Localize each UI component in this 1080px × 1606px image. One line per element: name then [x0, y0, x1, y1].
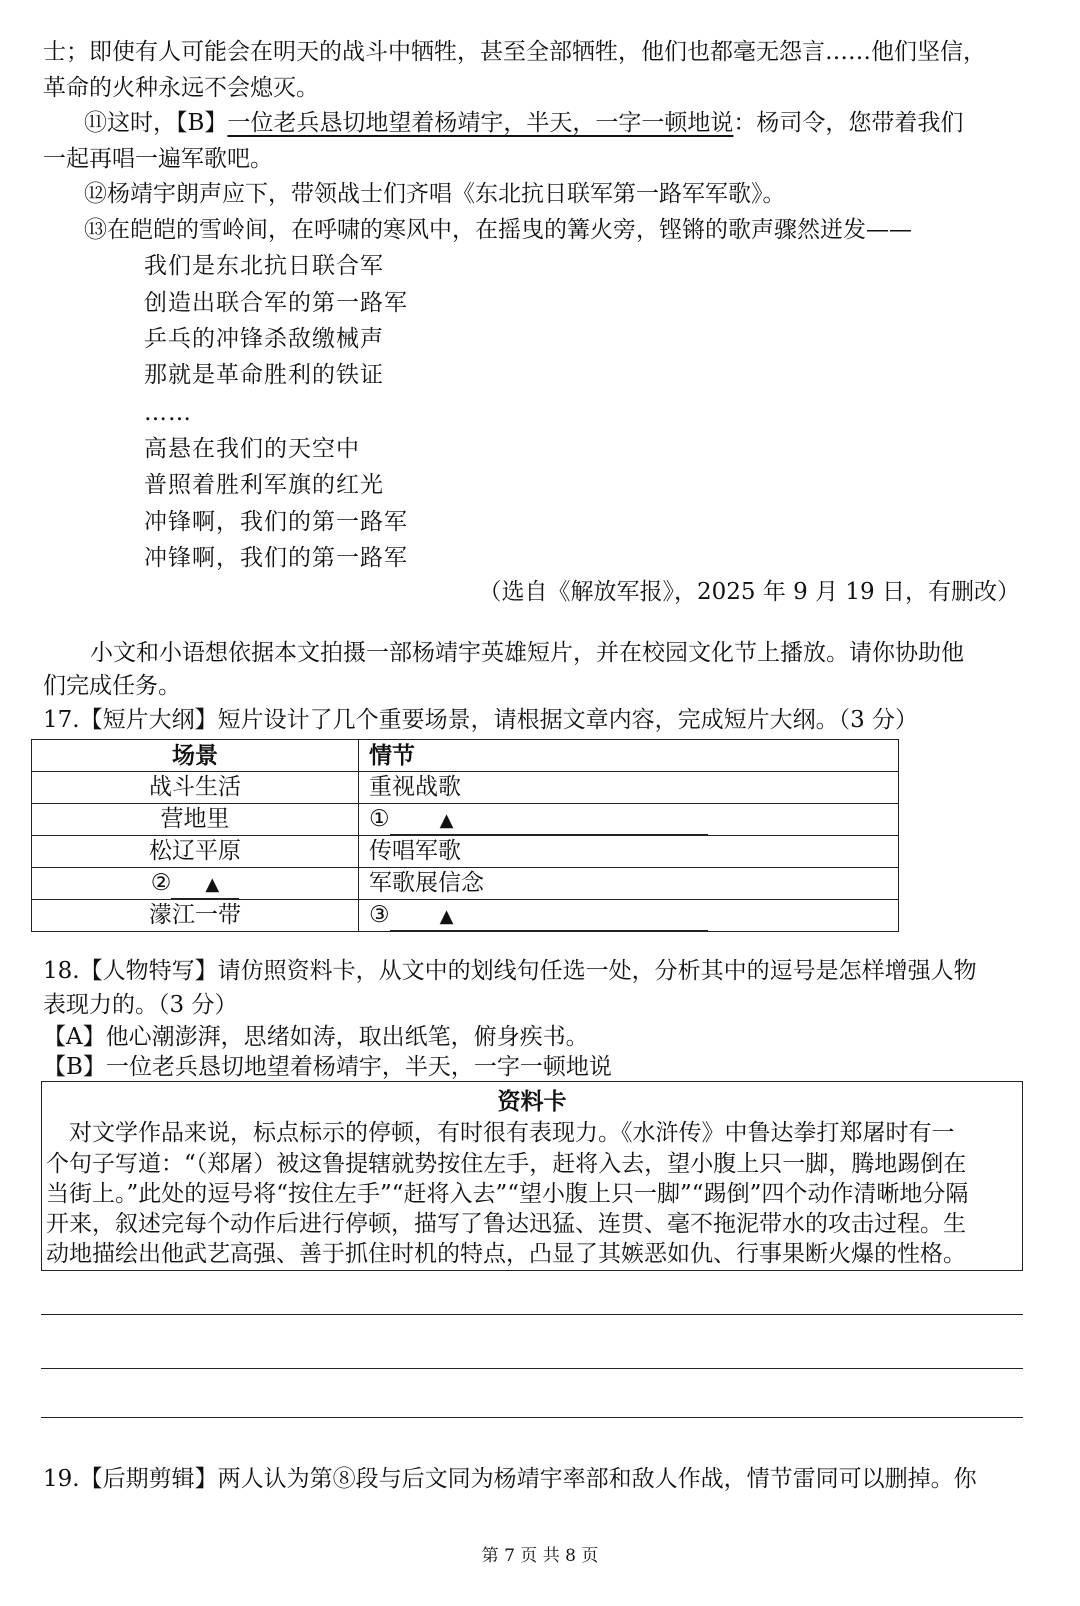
song-line: 普照着胜利军旗的红光 [144, 472, 384, 498]
question-17-stem: 17.【短片大纲】短片设计了几个重要场景，请根据文章内容，完成短片大纲。（3 分） [43, 707, 919, 733]
outline-table [31, 739, 899, 932]
table-row [32, 900, 899, 932]
underlined-sentence-b: 一位老兵恳切地望着杨靖宇，半天，一字一顿地说 [227, 110, 734, 136]
song-line: 乒乓的冲锋杀敌缴械声 [144, 326, 384, 352]
blank-number: ② [150, 870, 172, 896]
scene-cell: 战斗生活 [32, 772, 359, 804]
reference-card-line: 个句子写道：“（郑屠）被这鲁提辖就势按住左手，赶将入去，望小腹上只一脚，腾地踢倒在 [46, 1151, 967, 1177]
song-line: 冲锋啊，我们的第一路军 [144, 509, 408, 535]
passage-line-1: 士；即使有人可能会在明天的战斗中牺牲，甚至全部牺牲，他们也都毫无怨言……他们坚信， [43, 39, 986, 65]
paragraph-11-suffix: ：杨司令，您带着我们 [733, 110, 964, 136]
table-row [32, 772, 899, 804]
task-intro-line-1: 小文和小语想依据本文拍摄一部杨靖宇英雄短片，并在校园文化节上播放。请你协助他 [90, 640, 964, 666]
scene-cell-blank-2 [32, 868, 359, 900]
song-line: 冲锋啊，我们的第一路军 [144, 545, 408, 571]
table-header-row [32, 740, 899, 772]
scene-cell: 濛江一带 [32, 900, 359, 932]
triangle-icon: ▲ [439, 810, 454, 831]
song-ellipsis: …… [144, 400, 192, 426]
plot-cell: 重视战歌 [359, 772, 899, 804]
song-line: 我们是东北抗日联合军 [144, 253, 384, 279]
table-row [32, 836, 899, 868]
page-footer: 第 7 页 共 8 页 [481, 1546, 599, 1566]
reference-card-line: 动地描绘出他武艺高强、善于抓住时机的特点，凸显了其嫉恶如仇、行事果断火爆的性格。 [46, 1241, 966, 1267]
question-18-stem-line-2: 表现力的。（3 分） [43, 992, 238, 1018]
passage-line-2: 革命的火种永远不会熄灭。 [43, 75, 319, 101]
triangle-icon: ▲ [439, 906, 454, 927]
task-intro-line-2: 们完成任务。 [43, 673, 181, 699]
answer-line-1[interactable] [41, 1314, 1023, 1315]
answer-line-2[interactable] [41, 1368, 1023, 1369]
paragraph-12: ⑫杨靖宇朗声应下，带领战士们齐唱《东北抗日联军第一路军军歌》。 [84, 181, 786, 207]
plot-cell-blank-1 [359, 804, 899, 836]
blank-number: ③ [369, 902, 390, 928]
paragraph-11 [84, 105, 963, 141]
table-row [32, 868, 899, 900]
reference-card-line: 对文学作品来说，标点标示的停顿，有时很有表现力。《水浒传》中鲁达拳打郑屠时有一 [46, 1120, 955, 1146]
answer-line-3[interactable] [41, 1417, 1023, 1418]
scene-cell: 营地里 [32, 804, 359, 836]
header-scene: 场景 [32, 740, 359, 772]
reference-card [41, 1081, 1023, 1271]
paragraph-11-line-2: 一起再唱一遍军歌吧。 [43, 146, 273, 172]
paragraph-13: ⑬在皑皑的雪岭间，在呼啸的寒风中，在摇曳的篝火旁，铿锵的歌声骤然迸发—— [84, 217, 912, 243]
question-19-stem: 19.【后期剪辑】两人认为第⑧段与后文同为杨靖宇率部和敌人作战，情节雷同可以删掉。你 [43, 1466, 977, 1492]
header-plot: 情节 [359, 740, 899, 772]
source-citation: （选自《解放军报》，2025 年 9 月 19 日，有删改） [478, 579, 1020, 605]
table-row [32, 804, 899, 836]
song-line: 高悬在我们的天空中 [144, 436, 360, 462]
blank-number: ① [369, 806, 390, 832]
answer-blank-2[interactable] [171, 870, 239, 899]
option-a: 【A】他心潮澎湃，思绪如涛，取出纸笔，俯身疾书。 [43, 1024, 589, 1050]
answer-blank-1[interactable] [390, 806, 708, 835]
option-b: 【B】一位老兵恳切地望着杨靖宇，半天，一字一顿地说 [43, 1054, 612, 1080]
reference-card-line: 当街上。”此处的逗号将“按住左手”“赶将入去”“望小腹上只一脚”“踢倒”四个动作清晰地分隔 [46, 1181, 969, 1207]
paragraph-11-prefix: ⑪这时，【B】 [84, 110, 228, 136]
reference-card-line: 开来，叙述完每个动作后进行停顿，描写了鲁达迅猛、连贯、毫不拖泥带水的攻击过程。生 [46, 1211, 966, 1237]
reference-card-title: 资料卡 [497, 1088, 567, 1115]
plot-cell: 军歌展信念 [359, 868, 899, 900]
answer-blank-3[interactable] [390, 902, 708, 931]
scene-cell: 松辽平原 [32, 836, 359, 868]
plot-cell: 传唱军歌 [359, 836, 899, 868]
triangle-icon: ▲ [205, 874, 220, 895]
song-line: 那就是革命胜利的铁证 [144, 362, 384, 388]
plot-cell-blank-3 [359, 900, 899, 932]
song-line: 创造出联合军的第一路军 [144, 290, 408, 316]
question-18-stem-line-1: 18.【人物特写】请仿照资料卡，从文中的划线句任选一处，分析其中的逗号是怎样增强人物 [43, 958, 977, 984]
